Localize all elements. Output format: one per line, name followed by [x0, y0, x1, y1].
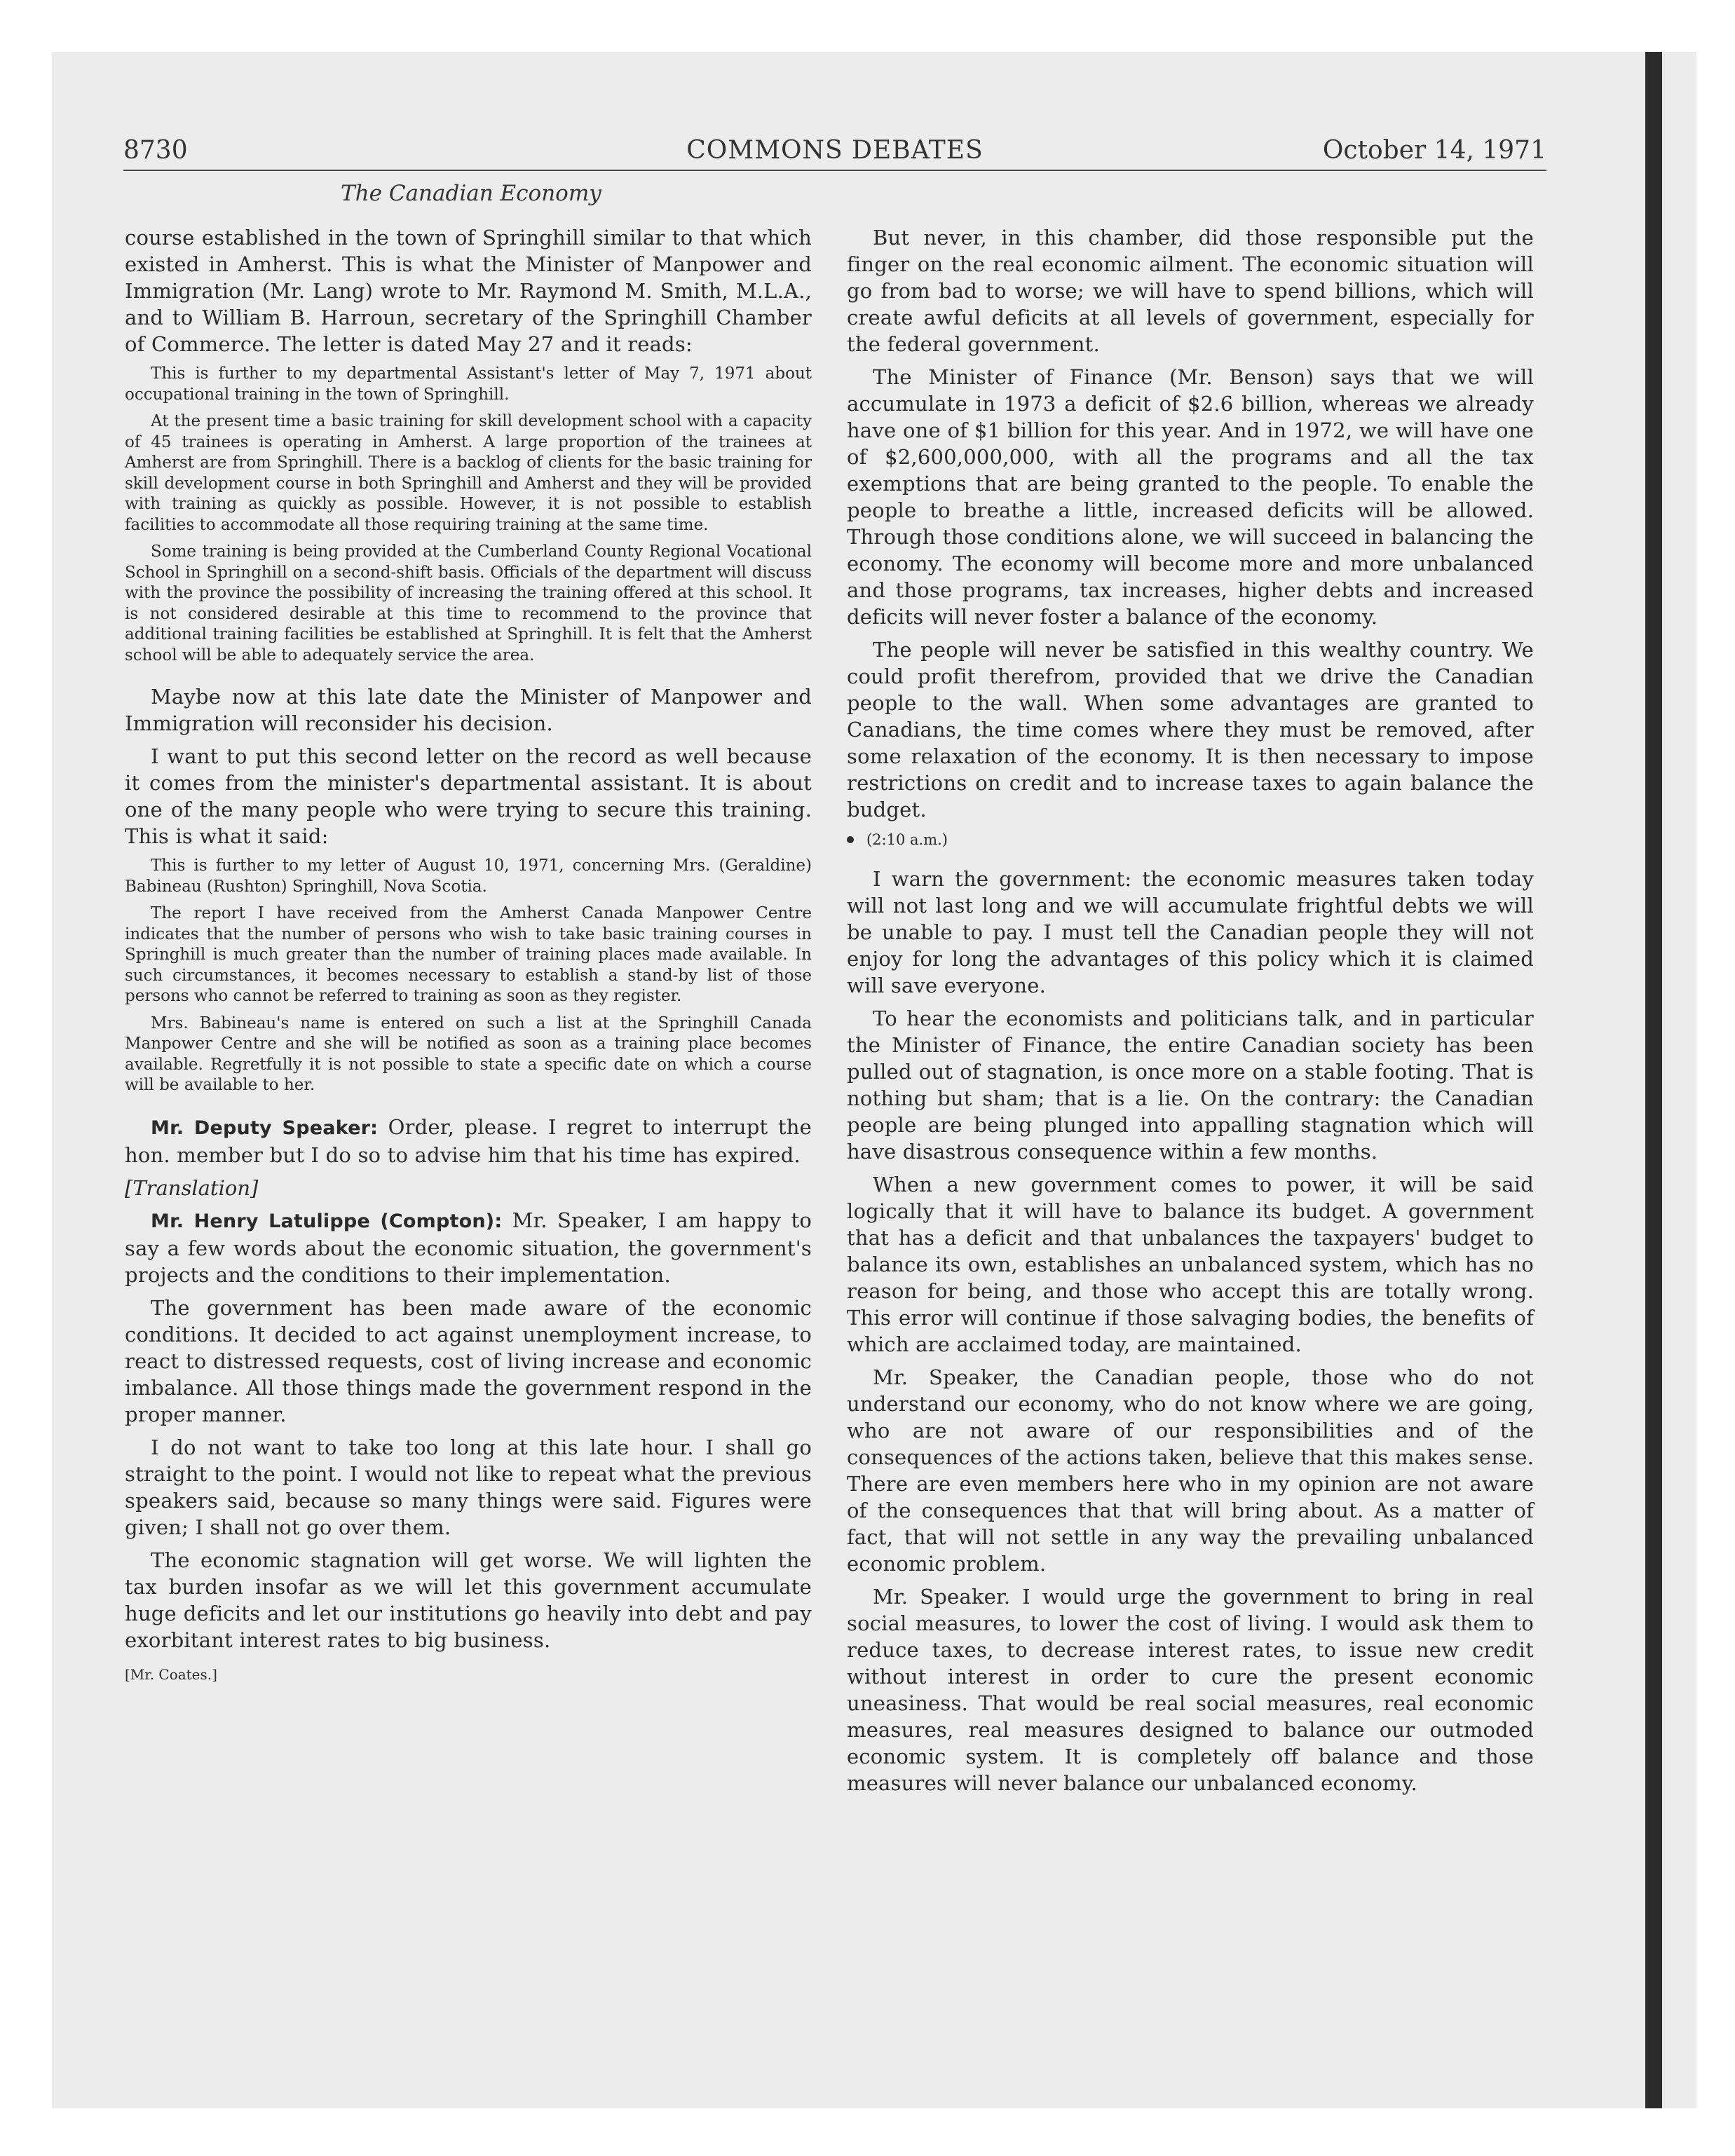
section-title: The Canadian Economy — [341, 181, 601, 206]
quoted-letter-paragraph: The report I have received from the Amherst Canada Manpower Centre indicates that the number of persons who wish to take basic training courses in Springhill is much greater than the number of training places made available. In such circumstances, it becomes necessary to establish a stand-by list of those persons who cannot be referred to training as soon as they register. — [125, 904, 812, 1005]
scan-edge-bar — [1645, 52, 1662, 2108]
paragraph: To hear the economists and politicians talk, and in particular the Minister of Finance, the entire Canadian society has been pulled out of stagnation, is once more on a stable footing. That is nothing but sham; that is a lie. On the contrary: the Canadian people are being plunged into appalling stagnation which will have disastrous consequence within a few months. — [847, 1007, 1534, 1164]
paragraph: The people will never be satisfied in this wealthy country. We could profit therefrom, provided that we drive the Canadian people to the wall. When some advantages are granted to Canadians, the time comes where they must be removed, after some relaxation of the economy. It is then necessary to impose restrictions on credit and to increase taxes to again balance the budget. — [847, 638, 1534, 821]
quoted-letter-paragraph: This is further to my departmental Assistant's letter of May 7, 1971 about occupational training in the town of Springhill. — [125, 364, 812, 404]
paragraph: Maybe now at this late date the Minister of Manpower and Immigration will reconsider his decision. — [125, 685, 812, 735]
bullet-icon — [847, 836, 854, 843]
journal-title: COMMONS DEBATES — [686, 136, 984, 165]
paragraph: Mr. Speaker. I would urge the government to bring in real social measures, to lower the cost of living. I would ask them to reduce taxes, to decrease interest rates, to issue new credit without interest in order to cure the present economic uneasiness. That would be real social measures, real economic measures, real measures designed to balance our outmoded economic system. It is completely off balance and those measures will never balance our unbalanced economy. — [847, 1585, 1534, 1795]
speaker-paragraph — [125, 1207, 812, 1288]
page-number: 8730 — [123, 136, 188, 165]
paragraph: The Minister of Finance (Mr. Benson) says that we will accumulate in 1973 a deficit of $2.6 billion, whereas we already have one of $1 billion for this year. And in 1972, we will have one of $2,600,000,000, with all the programs and all the tax exemptions that are being granted to the people. To enable the people to breathe a little, increased deficits will be allowed. Through those conditions alone, we will succeed in balancing the economy. The economy will become more and more unbalanced and those programs, tax increases, higher debts and increased deficits will never foster a balance of the economy. — [847, 365, 1534, 629]
right-column — [847, 224, 1534, 1803]
paragraph: Mr. Speaker, the Canadian people, those who do not understand our economy, who do not know where we are going, who are not aware of our responsibilities and of the consequences of the actions taken, believe that this makes sense. There are even members here who in my opinion are not aware of the consequences that that will bring about. As a matter of fact, that will not settle in any way the prevailing unbalanced economic problem. — [847, 1365, 1534, 1576]
speech-text: Mr. Speaker, I am happy to say a few words about the economic situation, the government's projects and the conditions to their implementation. — [125, 1208, 812, 1287]
speech-text: Order, please. I regret to interrupt the hon. member but I do so to advise him that his time has expired. — [125, 1114, 812, 1167]
time-mark — [847, 829, 1534, 850]
left-column — [125, 224, 812, 1684]
paragraph: But never, in this chamber, did those responsible put the finger on the real economic ailment. The economic situation will go from bad to worse; we will have to spend billions, which will create awful deficits at all levels of government, especially for the federal government. — [847, 226, 1534, 356]
quoted-letter-paragraph: Mrs. Babineau's name is entered on such a list at the Springhill Canada Manpower Centre and she will be notified as soon as a training place becomes available. Regretfully it is not possible to state a specific date on which a course will be available to her. — [125, 1014, 812, 1094]
paragraph: I warn the government: the economic measures taken today will not last long and we will accumulate frightful debts we will be unable to pay. I must tell the Canadian people they will not enjoy for long the advantages of this policy which it is claimed will save everyone. — [847, 867, 1534, 997]
speaker-paragraph — [125, 1114, 812, 1168]
attribution: [Mr. Coates.] — [125, 1665, 217, 1683]
quoted-letter-paragraph: This is further to my letter of August 10, 1971, concerning Mrs. (Geraldine) Babineau (Rushton) Springhill, Nova Scotia. — [125, 857, 812, 896]
speaker-name: Mr. Henry Latulippe (Compton): — [151, 1210, 503, 1232]
translation-marker: [Translation] — [125, 1175, 259, 1200]
speaker-name: Mr. Deputy Speaker: — [151, 1117, 379, 1139]
paragraph: When a new government comes to power, it will be said logically that it will have to balance its budget. A government that has a deficit and that unbalances the taxpayers' budget to balance its own, establishes an unbalanced system, which has no reason for being, and those who accept this are totally wrong. This error will continue if those salvaging bodies, the benefits of which are acclaimed today, are maintained. — [847, 1173, 1534, 1356]
quoted-letter-paragraph: At the present time a basic training for skill development school with a capacity of 45 trainees is operating in Amherst. A large proportion of the trainees at Amherst are from Springhill. There is a backlog of clients for the basic training for skill development course in both Springhill and Amherst and they will be provided with training as quickly as possible. However, it is not possible to establish facilities to accommodate all those requiring training at the same time. — [125, 412, 812, 534]
header-date: October 14, 1971 — [1322, 136, 1546, 165]
time-mark-text: (2:10 a.m.) — [866, 831, 948, 848]
page-header — [123, 132, 1546, 171]
quoted-letter-paragraph: Some training is being provided at the Cumberland County Regional Vocational School in Springhill on a second-shift basis. Officials of the department will discuss with the province the possibility of increasing the training offered at this school. It is not considered desirable at this time to recommend to the province that additional training facilities be established at Springhill. It is felt that the Amherst school will be able to adequately service the area. — [125, 543, 812, 664]
paragraph: I do not want to take too long at this late hour. I shall go straight to the point. I would not like to repeat what the previous speakers said, because so many things were said. Figures were given; I shall not go over them. — [125, 1435, 812, 1539]
paragraph: The economic stagnation will get worse. We will lighten the tax burden insofar as we will let this government accumulate huge deficits and let our institutions go heavily into debt and pay exorbitant interest rates to big business. — [125, 1548, 812, 1652]
paragraph: The government has been made aware of the economic conditions. It decided to act against unemployment increase, to react to distressed requests, cost of living increase and economic imbalance. All those things made the government respond in the proper manner. — [125, 1295, 812, 1426]
paragraph: I want to put this second letter on the record as well because it comes from the minister's departmental assistant. It is about one of the many people who were trying to secure this training. This is what it said: — [125, 744, 812, 848]
paragraph: course established in the town of Springhill similar to that which existed in Amherst. This is what the Minister of Manpower and Immigration (Mr. Lang) wrote to Mr. Raymond M. Smith, M.L.A., and to William B. Harroun, secretary of the Springhill Chamber of Commerce. The letter is dated May 27 and it reads: — [125, 226, 812, 356]
